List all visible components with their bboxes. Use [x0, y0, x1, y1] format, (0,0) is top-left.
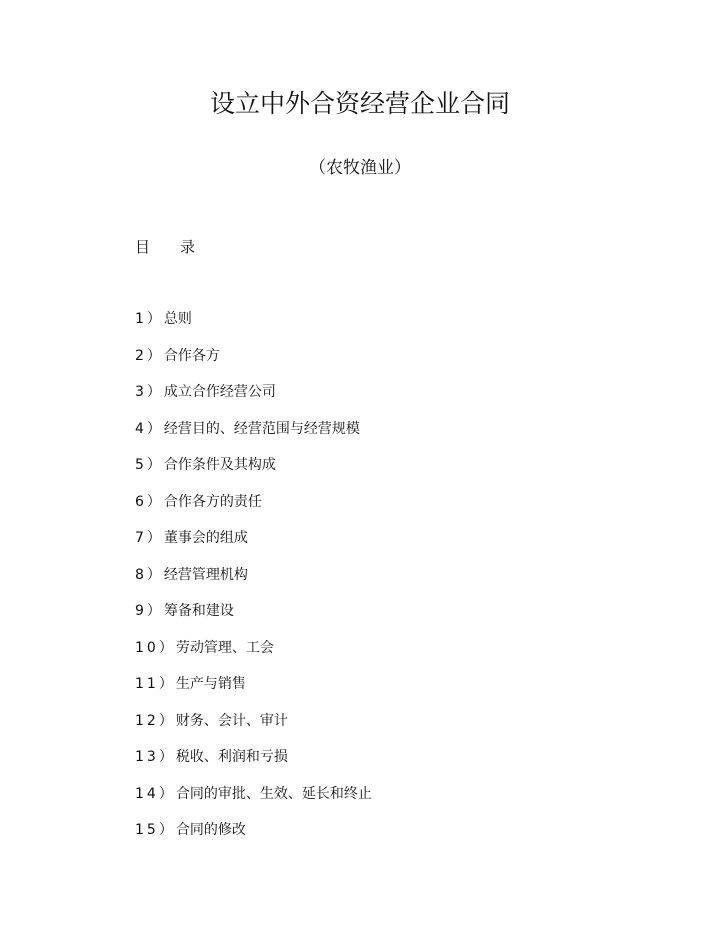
- toc-heading-char-1: 目: [135, 238, 151, 256]
- toc-item-number: 8）: [135, 566, 164, 583]
- toc-item-number: 13）: [135, 749, 176, 765]
- toc-item-text: 财务、会计、审计: [175, 712, 288, 729]
- toc-item-number: 5）: [135, 457, 164, 473]
- toc-item: [135, 638, 372, 675]
- toc-heading: [135, 236, 195, 257]
- toc-item-number: 7）: [135, 530, 164, 546]
- toc-item-text: 劳动管理、工会: [175, 639, 274, 656]
- toc-item-text: 总则: [163, 311, 192, 327]
- toc-item-number: 3）: [135, 384, 164, 400]
- toc-item: [135, 784, 372, 821]
- toc-item: [135, 382, 372, 419]
- document-subtitle: （农牧渔业）: [309, 158, 411, 178]
- toc-item-text: 合作各方: [163, 347, 220, 364]
- toc-item-text: 筹备和建设: [163, 603, 234, 619]
- toc-item-text: 经营目的、经营范围与经营规模: [163, 420, 360, 437]
- toc-item-text: 合同的修改: [175, 822, 246, 838]
- toc-item-text: 经营管理机构: [163, 566, 248, 583]
- toc-item-number: 15）: [135, 822, 176, 838]
- toc-item-text: 生产与销售: [175, 676, 246, 692]
- toc-item-text: 合作各方的责任: [163, 493, 262, 510]
- toc-item: [135, 528, 372, 565]
- toc-item: [135, 309, 372, 346]
- toc-item-number: 10）: [135, 639, 176, 656]
- toc-item: [135, 346, 372, 383]
- toc-item: [135, 674, 372, 711]
- toc-item: [135, 492, 372, 529]
- toc-item-text: 税收、利润和亏损: [175, 749, 288, 765]
- toc-item: [135, 711, 372, 748]
- toc-item-number: 14）: [135, 785, 176, 802]
- toc-item-number: 2）: [135, 347, 164, 364]
- toc-item-number: 12）: [135, 712, 176, 729]
- toc-item-number: 11）: [135, 676, 176, 692]
- toc-item: [135, 455, 372, 492]
- toc-item: [135, 820, 372, 857]
- toc-item-number: 1）: [135, 311, 164, 327]
- document-title: 设立中外合资经营企业合同: [209, 89, 510, 118]
- toc-item-text: 合作条件及其构成: [163, 457, 276, 473]
- toc-item-number: 6）: [135, 493, 164, 510]
- toc-item: [135, 565, 372, 602]
- toc-item-number: 9）: [135, 603, 164, 619]
- toc-item: [135, 601, 372, 638]
- toc-item-text: 合同的审批、生效、延长和终止: [175, 785, 372, 802]
- toc-item-number: 4）: [135, 420, 164, 437]
- toc-item-text: 成立合作经营公司: [163, 384, 276, 400]
- toc-list: [135, 309, 372, 857]
- toc-heading-char-2: 录: [180, 238, 196, 256]
- toc-item: [135, 747, 372, 784]
- toc-item-text: 董事会的组成: [163, 530, 248, 546]
- toc-item: [135, 419, 372, 456]
